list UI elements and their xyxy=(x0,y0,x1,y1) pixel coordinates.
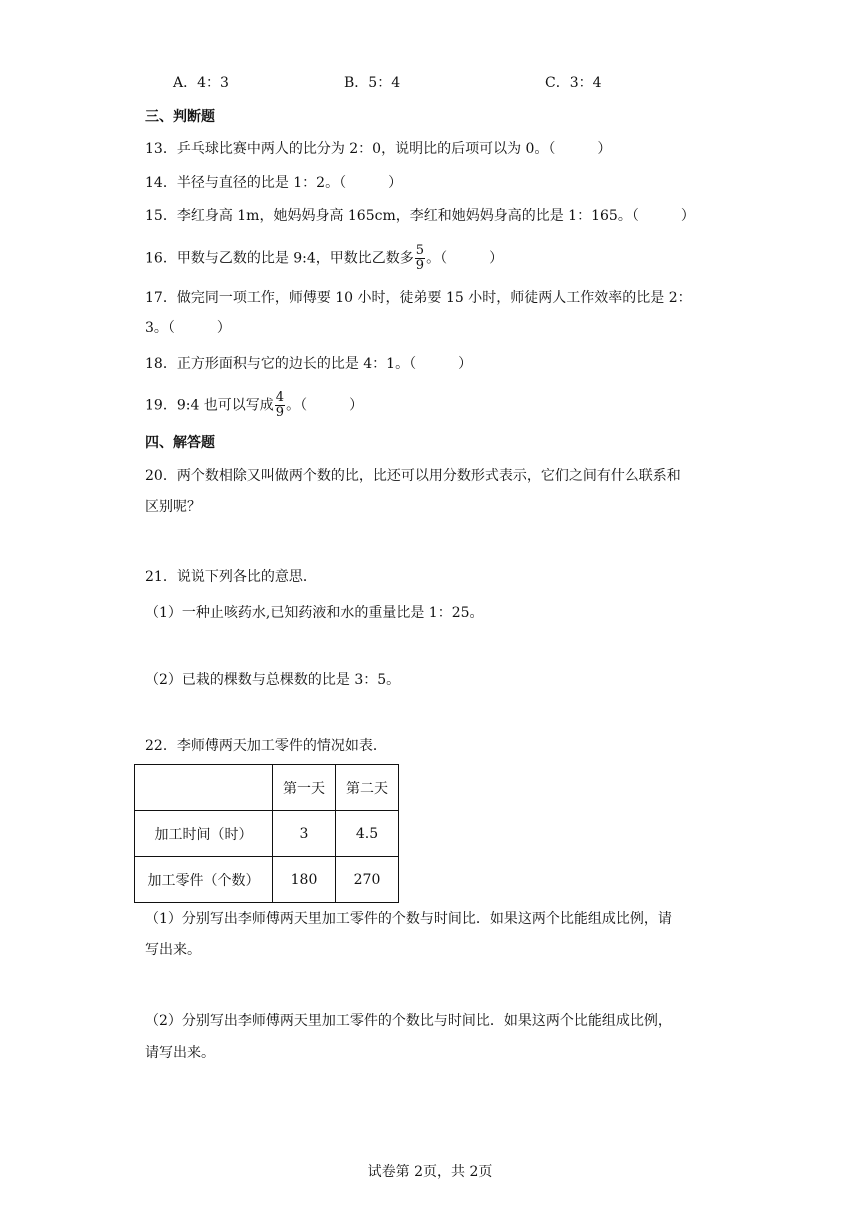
question-15: 15．李红身高 1m，她妈妈身高 165cm，李红和她妈妈身高的比是 1：165。（ ） xyxy=(145,208,695,224)
section-4-heading: 四、解答题 xyxy=(145,435,215,451)
question-18: 18．正方形面积与它的边长的比是 4：1。（ ） xyxy=(145,356,473,372)
question-20-line-1: 20．两个数相除又叫做两个数的比，比还可以用分数形式表示，它们之间有什么联系和 xyxy=(145,468,681,484)
option-b: B．5：4 xyxy=(344,75,401,91)
question-17-line-2: 3。（ ） xyxy=(145,320,231,336)
question-17-line-1: 17．做完同一项工作，师傅要 10 小时，徒弟要 15 小时，师徒两人工作效率的比是 2： xyxy=(145,290,692,306)
question-14: 14．半径与直径的比是 1：2。（ ） xyxy=(145,175,403,191)
question-16-answer-blank: 。（ ） xyxy=(426,250,504,267)
fraction xyxy=(275,391,285,420)
question-16 xyxy=(145,244,503,273)
fraction-numerator: 5 xyxy=(415,243,425,258)
table-header-cell: 第一天 xyxy=(273,765,336,811)
question-19 xyxy=(145,391,363,420)
page-footer: 试卷第 2页，共 2页 xyxy=(367,1164,493,1180)
fraction-denominator: 9 xyxy=(275,405,285,420)
table-cell: 3 xyxy=(273,811,336,857)
table-cell: 270 xyxy=(336,857,399,903)
fraction-numerator: 4 xyxy=(275,390,285,405)
production-table xyxy=(134,764,399,903)
table-row-label: 加工时间（时） xyxy=(135,811,273,857)
table-header-cell xyxy=(135,765,273,811)
fraction xyxy=(415,244,425,273)
table-row xyxy=(135,811,399,857)
question-22-part-1-line-2: 写出来。 xyxy=(145,942,201,958)
table-row-label: 加工零件（个数） xyxy=(135,857,273,903)
table-header-cell: 第二天 xyxy=(336,765,399,811)
question-19-answer-blank: 。（ ） xyxy=(286,397,364,414)
option-a: A．4：3 xyxy=(173,75,229,91)
question-22-stem: 22．李师傅两天加工零件的情况如表． xyxy=(145,738,387,754)
question-21-part-1: （1）一种止咳药水,已知药液和水的重量比是 1：25。 xyxy=(145,605,484,621)
fraction-denominator: 9 xyxy=(415,258,425,273)
question-13: 13．乒乓球比赛中两人的比分为 2：0，说明比的后项可以为 0。（ ） xyxy=(145,141,612,157)
question-21-stem: 21．说说下列各比的意思． xyxy=(145,569,317,585)
table-header-row xyxy=(135,765,399,811)
question-22-part-1-line-1: （1）分别写出李师傅两天里加工零件的个数与时间比．如果这两个比能组成比例，请 xyxy=(145,911,672,927)
section-3-heading: 三、判断题 xyxy=(145,109,215,125)
table-cell: 180 xyxy=(273,857,336,903)
option-c: C．3：4 xyxy=(545,75,602,91)
question-22-part-2-line-1: （2）分别写出李师傅两天里加工零件的个数比与时间比．如果这两个比能组成比例， xyxy=(145,1013,672,1029)
table-row xyxy=(135,857,399,903)
question-21-part-2: （2）已栽的棵数与总棵数的比是 3：5。 xyxy=(145,672,401,688)
question-20-line-2: 区别呢？ xyxy=(145,499,201,515)
question-16-text: 16．甲数与乙数的比是 9:4，甲数比乙数多 xyxy=(145,250,414,267)
question-19-text: 19．9:4 也可以写成 xyxy=(145,397,274,414)
table-cell: 4.5 xyxy=(336,811,399,857)
question-22-part-2-line-2: 请写出来。 xyxy=(145,1045,215,1061)
